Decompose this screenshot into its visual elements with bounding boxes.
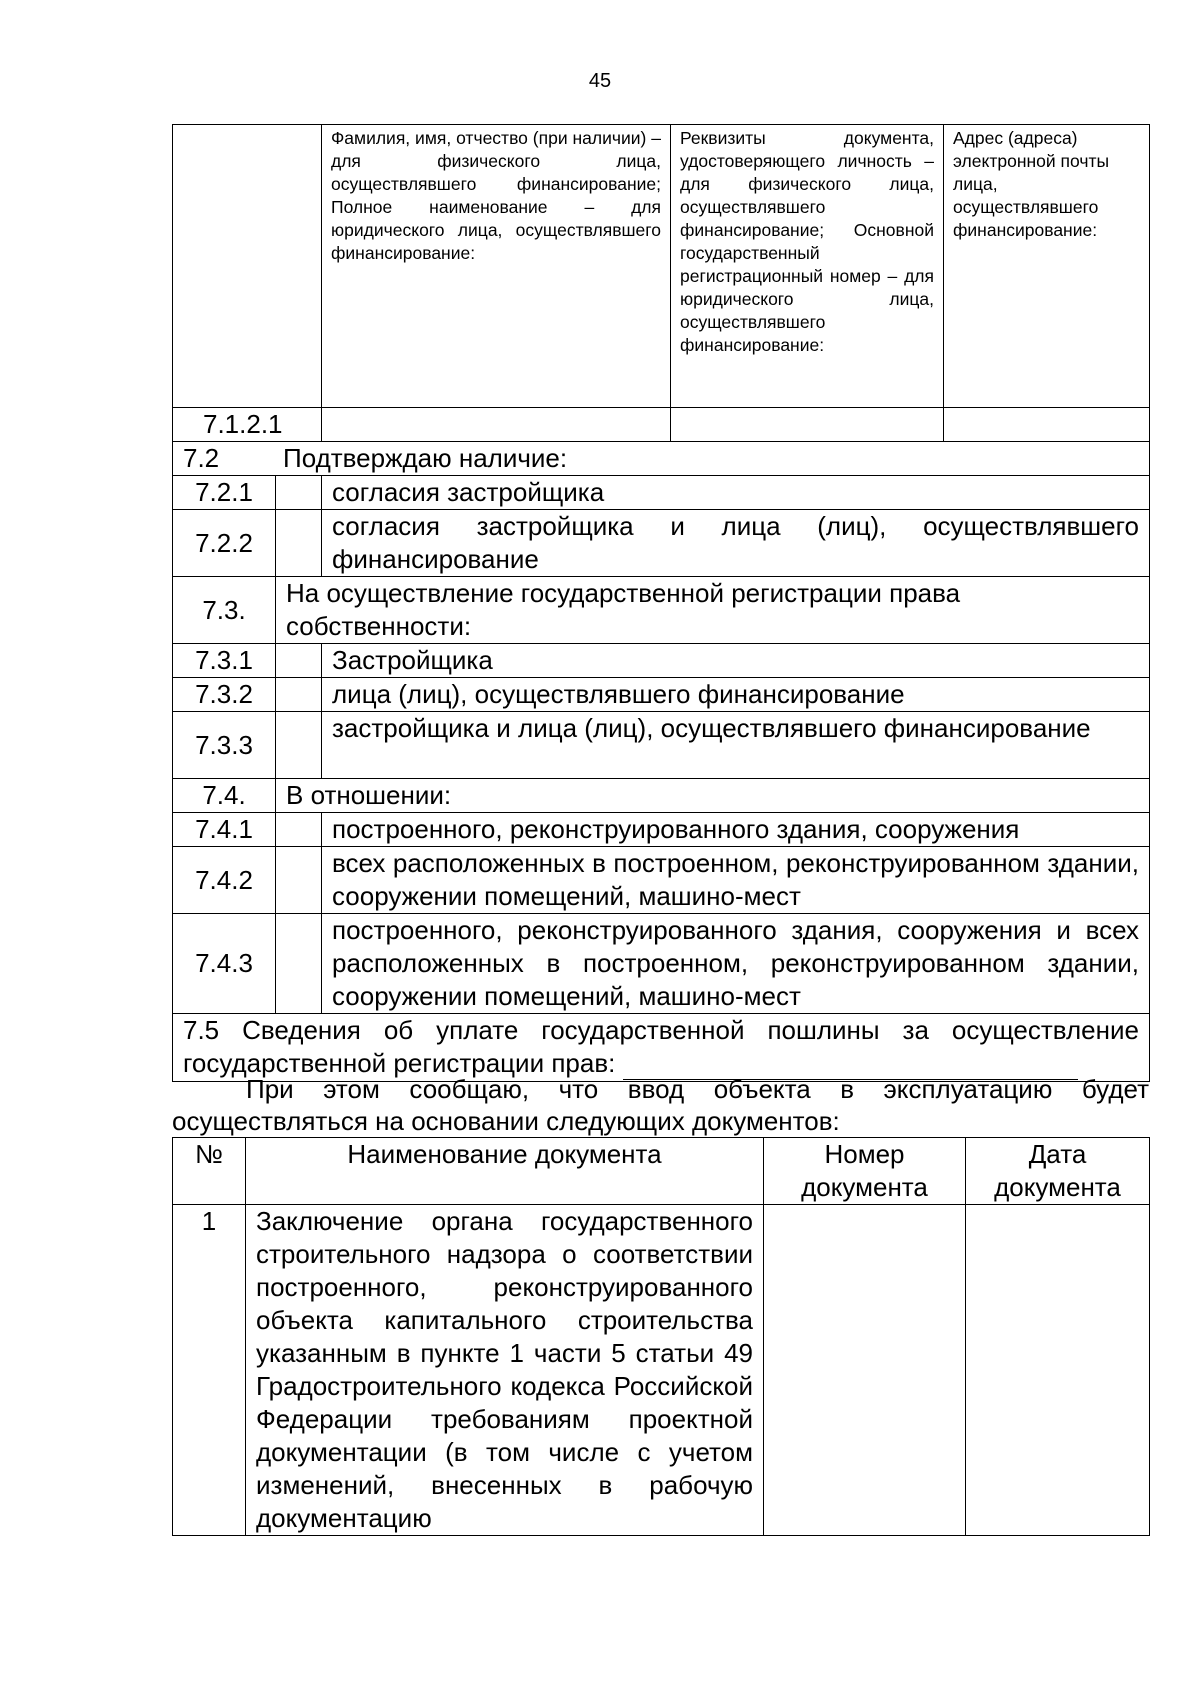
row-number: 7.1.2.1 bbox=[173, 408, 322, 442]
row-text: построенного, реконструированного здания, сооружения и всех расположенных в построенном, реконструированном здании, сооружении помещений, машино-мест bbox=[322, 914, 1150, 1014]
row-number: 7.2.1 bbox=[173, 476, 276, 510]
checkbox-cell[interactable] bbox=[276, 813, 322, 847]
row-number: 7.4.2 bbox=[173, 847, 276, 914]
row-doc-number[interactable] bbox=[764, 1205, 966, 1536]
row-7-4-2 bbox=[173, 847, 1150, 914]
section-number: 7.3. bbox=[173, 577, 276, 644]
section-number: 7.4. bbox=[173, 779, 276, 813]
row-number: 7.4.3 bbox=[173, 914, 276, 1014]
row-number: 7.3.2 bbox=[173, 678, 276, 712]
header-doc-number: Номер документа bbox=[764, 1138, 966, 1205]
section-title: Подтверждаю наличие: bbox=[283, 443, 568, 473]
row-doc-name: Заключение органа государственного строительного надзора о соответствии построенного, реконструированного объекта капитального строительства указанным в пункте 1 части 5 статьи 49 Градостроительного кодекса Российской Федерации требованиям проектной документации (в том числе с учетом изменений, внесенных в рабочую документацию bbox=[246, 1205, 764, 1536]
financier-name-header: Фамилия, имя, отчество (при наличии) – для физического лица, осуществлявшего финансирование; Полное наименование – для юридического лица, осуществлявшего финансирование: bbox=[322, 125, 671, 408]
checkbox-cell[interactable] bbox=[276, 644, 322, 678]
checkbox-cell[interactable] bbox=[276, 914, 322, 1014]
row-7-4-3 bbox=[173, 914, 1150, 1014]
checkbox-cell[interactable] bbox=[276, 510, 322, 577]
duty-payment-label: 7.5 Сведения об уплате государственной пошлины за осуществление государственной регистрации прав: bbox=[183, 1015, 1139, 1078]
row-text: построенного, реконструированного здания, сооружения bbox=[322, 813, 1150, 847]
section-7-3 bbox=[173, 577, 1150, 644]
financier-document-header: Реквизиты документа, удостоверяющего личность – для физического лица, осуществлявшего финансирование; Основной государственный регистрационный номер – для юридического лица, осуществлявшего финансирование: bbox=[671, 125, 944, 408]
financier-header-row bbox=[173, 125, 1150, 408]
duty-payment-cell bbox=[173, 1014, 1150, 1082]
header-doc-name: Наименование документа bbox=[246, 1138, 764, 1205]
header-num: № bbox=[173, 1138, 246, 1205]
checkbox-cell[interactable] bbox=[276, 476, 322, 510]
row-text: согласия застройщика и лица (лиц), осуществлявшего финансирование bbox=[322, 510, 1150, 577]
row-number: 7.2.2 bbox=[173, 510, 276, 577]
intro-paragraph bbox=[172, 1073, 1149, 1137]
row-text: согласия застройщика bbox=[322, 476, 1150, 510]
row-text: всех расположенных в построенном, реконструированном здании, сооружении помещений, машино-мест bbox=[322, 847, 1150, 914]
row-7-3-1 bbox=[173, 644, 1150, 678]
checkbox-cell[interactable] bbox=[276, 847, 322, 914]
documents-table bbox=[172, 1137, 1150, 1536]
section-7-2 bbox=[173, 442, 1150, 476]
row-text: Застройщика bbox=[322, 644, 1150, 678]
table-row bbox=[173, 1205, 1150, 1536]
section-title: В отношении: bbox=[276, 779, 1150, 813]
section-header bbox=[173, 442, 1150, 476]
section-7-4 bbox=[173, 779, 1150, 813]
financier-email-header: Адрес (адреса) электронной почты лица, осуществлявшего финансирование: bbox=[944, 125, 1150, 408]
row-7-4-1 bbox=[173, 813, 1150, 847]
documents-header-row bbox=[173, 1138, 1150, 1205]
section-title: На осуществление государственной регистрации права собственности: bbox=[276, 577, 1150, 644]
financier-name-field[interactable] bbox=[322, 408, 671, 442]
row-number: 7.3.3 bbox=[173, 712, 276, 779]
checkbox-cell[interactable] bbox=[276, 678, 322, 712]
section-7-5 bbox=[173, 1014, 1150, 1082]
checkbox-cell[interactable] bbox=[276, 712, 322, 779]
row-text: лица (лиц), осуществлявшего финансирование bbox=[322, 678, 1150, 712]
row-7-2-2 bbox=[173, 510, 1150, 577]
row-7-1-2-1 bbox=[173, 408, 1150, 442]
row-7-2-1 bbox=[173, 476, 1150, 510]
row-doc-date[interactable] bbox=[966, 1205, 1150, 1536]
financier-document-field[interactable] bbox=[671, 408, 944, 442]
row-text: застройщика и лица (лиц), осуществлявшего финансирование bbox=[322, 712, 1150, 779]
row-7-3-3 bbox=[173, 712, 1150, 779]
financier-email-field[interactable] bbox=[944, 408, 1150, 442]
page-number: 45 bbox=[588, 70, 612, 92]
row-7-3-2 bbox=[173, 678, 1150, 712]
registration-form-table bbox=[172, 124, 1150, 1082]
row-number: 7.3.1 bbox=[173, 644, 276, 678]
header-doc-date: Дата документа bbox=[966, 1138, 1150, 1205]
empty-cell bbox=[173, 125, 322, 408]
intro-text: При этом сообщаю, что ввод объекта в эксплуатацию будет осуществляться на основании следующих документов: bbox=[172, 1074, 1149, 1136]
section-number: 7.2 bbox=[183, 443, 220, 473]
row-number: 7.4.1 bbox=[173, 813, 276, 847]
row-num: 1 bbox=[173, 1205, 246, 1536]
